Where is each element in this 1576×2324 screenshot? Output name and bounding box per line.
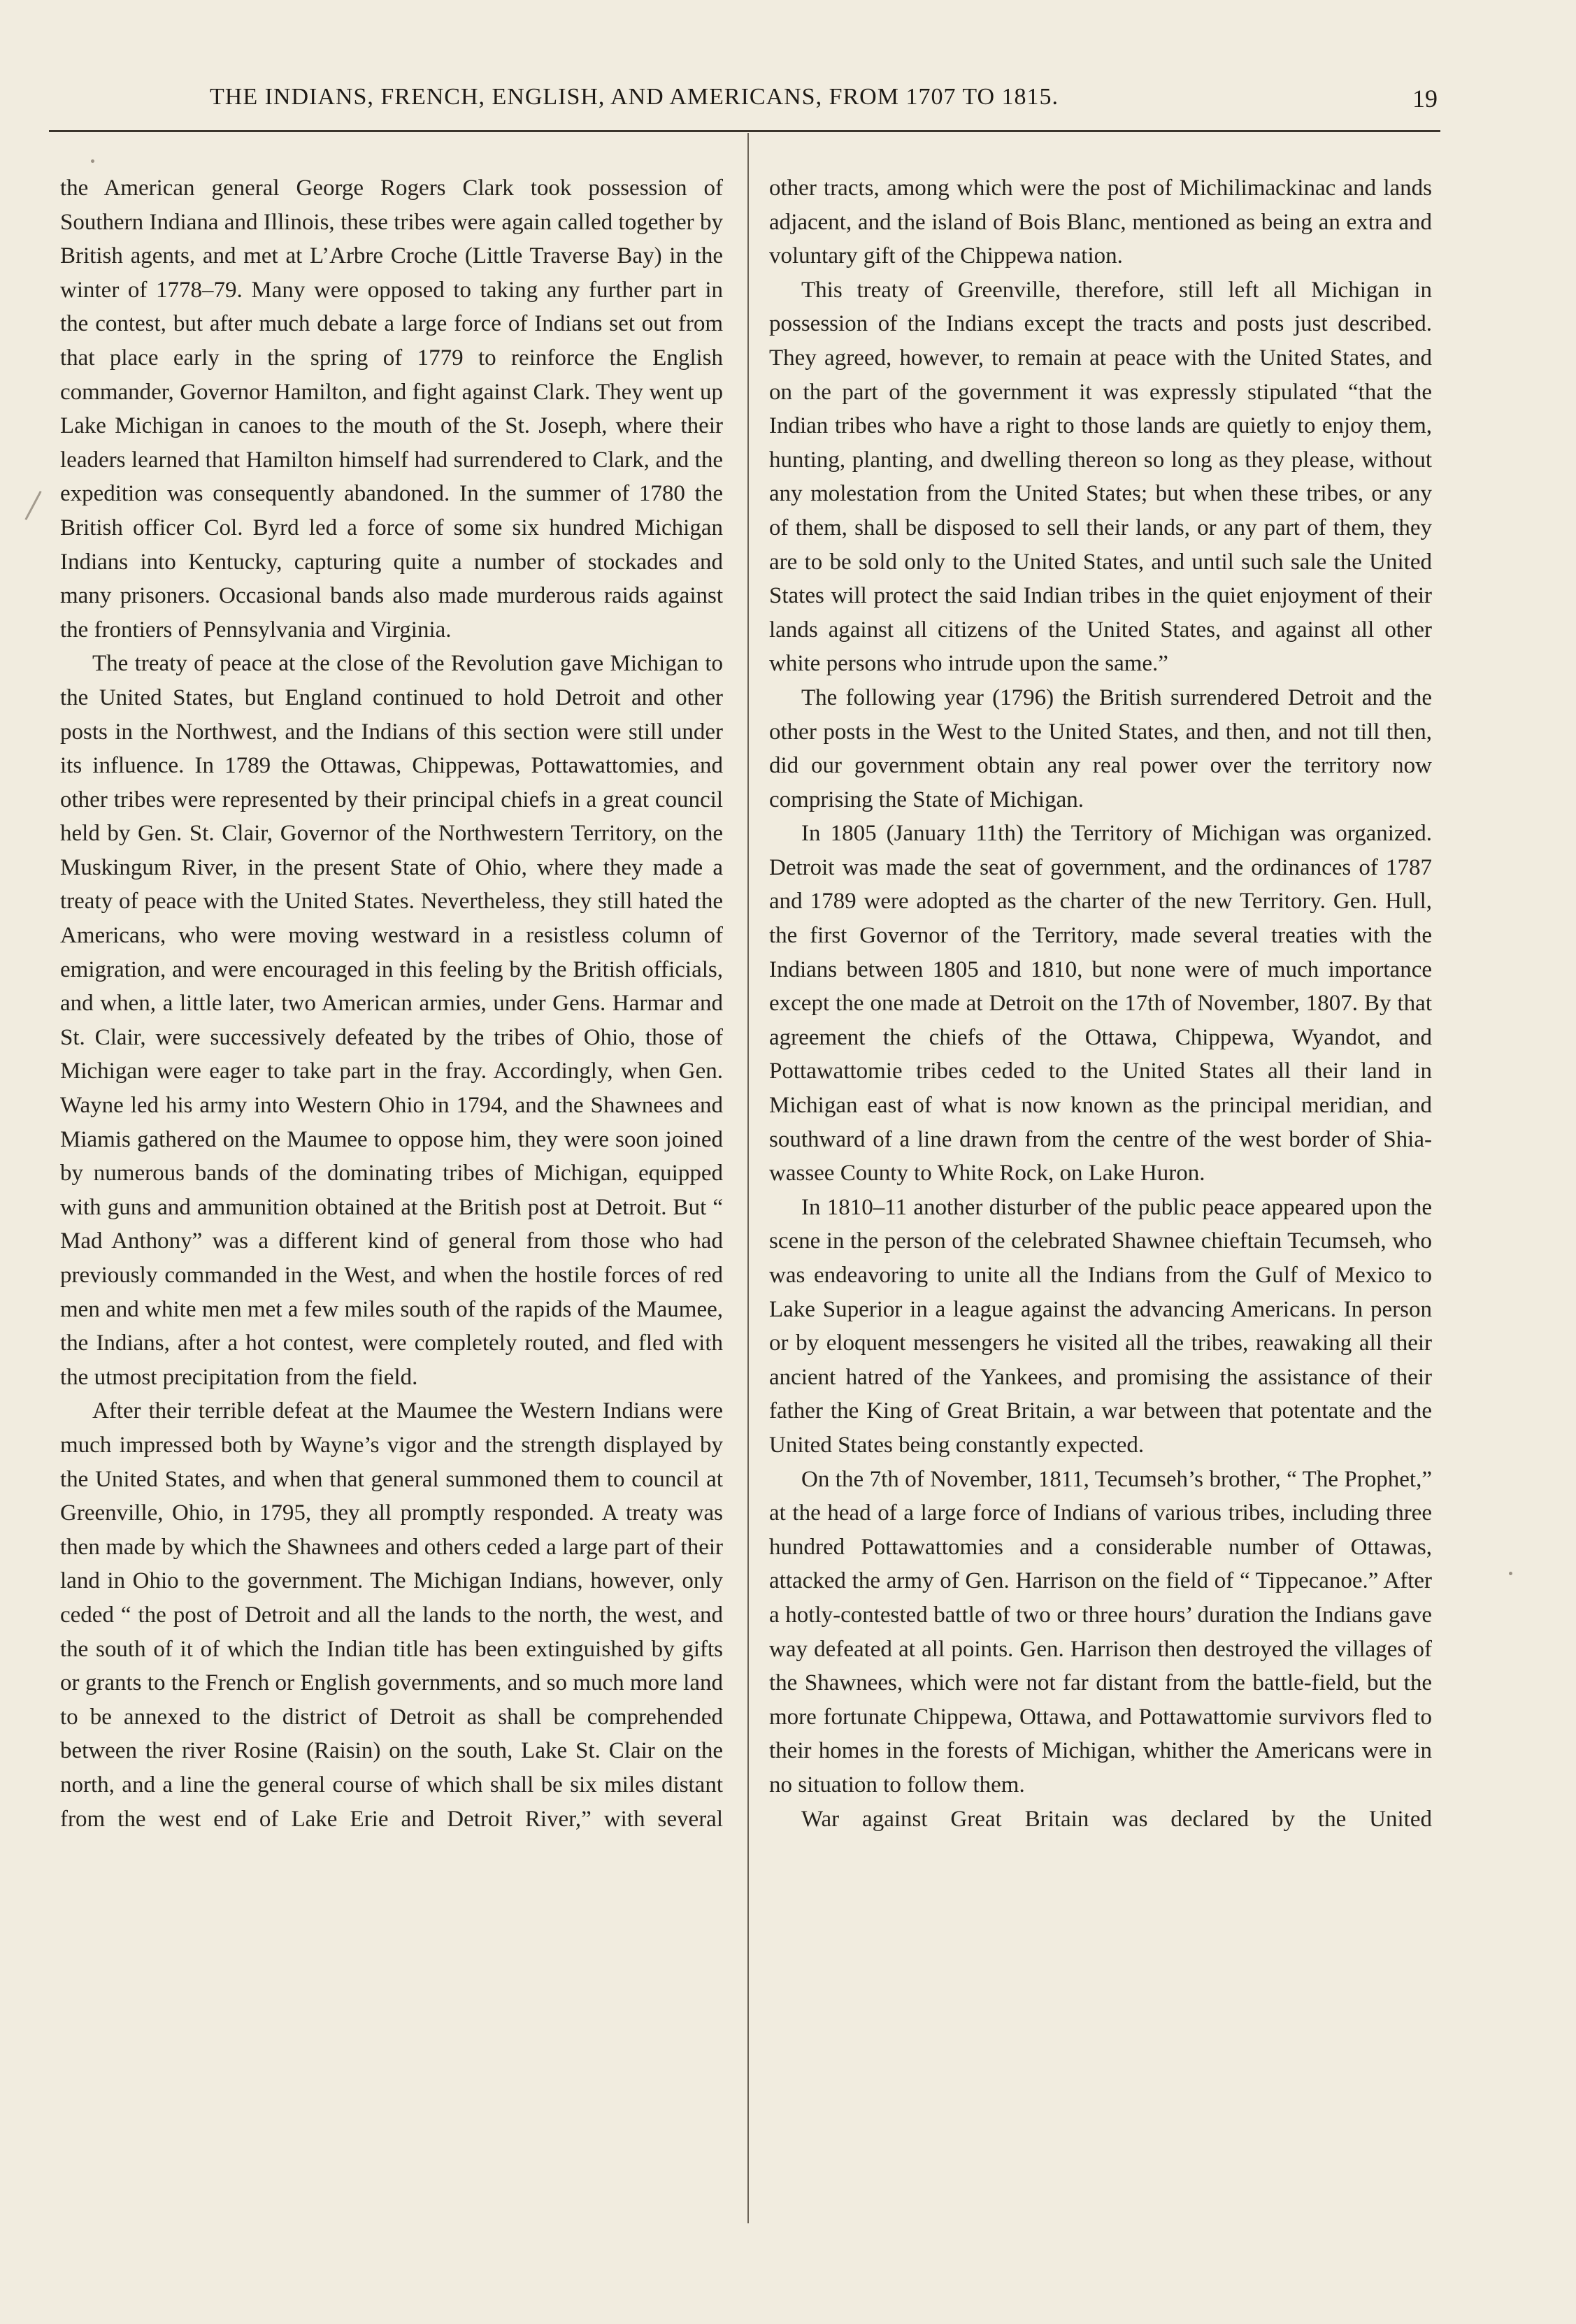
paragraph: The treaty of peace at the close of the Revolution gave Michigan to the United States, but England continued to hold Detroit and other posts in the Northwest, and the Indians of this section were still under its influence. In 1789 the Ottawas, Chippewas, Pottawattomies, and other tribes were represented by their principal chiefs in a great council held by Gen. St. Clair, Governor of the Northwestern Territory, on the Muskingum River, in the present State of Ohio, where they made a treaty of peace with the United States. Nevertheless, they still hated the Americans, who were moving westward in a resistless column of emigration, and were encouraged in this feeling by the British officials, and when, a little later, two American armies, under Gens. Harmar and St. Clair, were successively defeated by the tribes of Ohio, those of Michigan were eager to take part in the fray. Accordingly, when Gen. Wayne led his army into Western Ohio in 1794, and the Shawnees and Miamis gathered on the Maumee to oppose him, they were soon joined by numerous bands of the dominating tribes of Michigan, equipped with guns and ammunition obtained at the British post at Detroit. But “ Mad Anthony” was a different kind of general from those who had previously commanded in the West, and when the hostile forces of red men and white men met a few miles south of the rapids of the Maumee, the Indians, after a hot contest, were completely routed, and fled with the utmost precipitation from the field. bbox=[60, 651, 723, 1390]
paragraph: other tracts, among which were the post of Michilimackinac and lands adjacent, and the island of Bois Blanc, mentioned as being an extra and voluntary gift of the Chippewa nation. bbox=[769, 175, 1432, 269]
paper-speck bbox=[1509, 1572, 1512, 1575]
paragraph: This treaty of Greenville, therefore, still left all Michigan in possession of the Indians except the tracts and posts just described. They agreed, however, to remain at peace with the United States, and on the part of the government it was expressly stipulated “that the Indian tribes who have a right to those lands are quietly to enjoy them, hunting, planting, and dwelling thereon so long as they please, without any molestation from the United States; but when these tribes, or any of them, shall be disposed to sell their lands, or any part of them, they are to be sold only to the United States, and until such sale the United States will protect the said Indian tribes in the quiet enjoyment of their lands against all citizens of the United States, and against all other white persons who intrude upon the same.” bbox=[769, 277, 1432, 677]
paragraph: The following year (1796) the British surrendered Detroit and the other posts in the West to the United States, and then, and not till then, did our government obtain any real power over the territory now comprising the State of Michigan. bbox=[769, 684, 1432, 812]
paragraph: In 1805 (January 11th) the Territory of Michigan was organized. Detroit was made the seat of government, and the ordinances of 1787 and 1789 were adopted as the charter of the new Territory. Gen. Hull, the first Governor of the Territory, made several treaties with the Indians between 1805 and 1810, but none were of much importance except the one made at Detroit on the 17th of November, 1807. By that agreement the chiefs of the Ottawa, Chippewa, Wyandot, and Pottawattomie tribes ceded to the United States all their land in Michigan east of what is now known as the principal meridian, and southward of a line drawn from the centre of the west border of Shiawassee County to White Rock, on Lake Huron. bbox=[769, 821, 1432, 1186]
right-column bbox=[769, 171, 1432, 2227]
paragraph: After their terrible defeat at the Maumee the Western Indians were much impressed both by Wayne’s vigor and the strength displayed by the United States, and when that general summoned them to council at Greenville, Ohio, in 1795, they all promptly responded. A treaty was then made by which the Shawnees and others ceded a large part of their land in Ohio to the government. The Michigan Indians, however, only ceded “ the post of Detroit and all the lands to the north, the west, and the south of it of which the Indian title has been extinguished by gifts or grants to the French or English governments, and so much more land to be annexed to the district of Detroit as shall be comprehended between the river Rosine (Raisin) on the south, Lake St. Clair on the north, and a line the general course of which shall be six miles distant from the west end of Lake Erie and Detroit River,” with several bbox=[60, 1398, 723, 1832]
margin-pencil-mark bbox=[24, 491, 41, 520]
paragraph: On the 7th of November, 1811, Tecumseh’s brother, “ The Prophet,” at the head of a large force of Indians of various tribes, including three hundred Pottawattomies and a considerable number of Ottawas, attacked the army of Gen. Harrison on the field of “ Tippecanoe.” After a hotly-contested battle of two or three hours’ duration the Indians gave way defeated at all points. Gen. Harrison then destroyed the villages of the Shawnees, which were not far distant from the battle-field, but the more fortunate Chippewa, Ottawa, and Pottawattomie survivors fled to their homes in the forests of Michigan, whither the Americans were in no situation to follow them. bbox=[769, 1466, 1432, 1798]
left-column bbox=[60, 171, 723, 2227]
running-header bbox=[0, 84, 1576, 133]
paragraph: In 1810–11 another disturber of the public peace appeared upon the scene in the person of the celebrated Shawnee chieftain Tecumseh, who was endeavoring to unite all the Indians from the Gulf of Mexico to Lake Superior in a league against the advancing Americans. In person or by eloquent messengers he visited all the tribes, reawaking all their ancient hatred of the Yankees, and promising the assistance of their father the King of Great Britain, a war between that potentate and the United States being constantly expected. bbox=[769, 1194, 1432, 1458]
running-title: THE INDIANS, FRENCH, ENGLISH, AND AMERICANS, FROM 1707 TO 1815. bbox=[210, 84, 1059, 110]
paragraph: War against Great Britain was declared by the United bbox=[801, 1806, 1432, 1832]
page-number: 19 bbox=[1412, 85, 1438, 113]
paragraph: the American general George Rogers Clark took possession of Southern Indiana and Illinois, these tribes were again called together by British agents, and met at L’Arbre Croche (Little Traverse Bay) in the winter of 1778–79. Many were opposed to taking any further part in the contest, but after much debate a large force of Indians set out from that place early in the spring of 1779 to reinforce the English commander, Governor Hamilton, and fight against Clark. They went up Lake Michigan in canoes to the mouth of the St. Joseph, where their leaders learned that Hamilton himself had surrendered to Clark, and the expedition was consequently abandoned. In the summer of 1780 the British officer Col. Byrd led a force of some six hundred Michigan Indians into Kentucky, capturing quite a number of stockades and many prisoners. Occasional bands also made murderous raids against the frontiers of Pennsylvania and Virginia. bbox=[60, 175, 723, 643]
paper-speck bbox=[91, 159, 94, 163]
header-rule bbox=[49, 130, 1440, 132]
column-divider bbox=[747, 133, 749, 2223]
